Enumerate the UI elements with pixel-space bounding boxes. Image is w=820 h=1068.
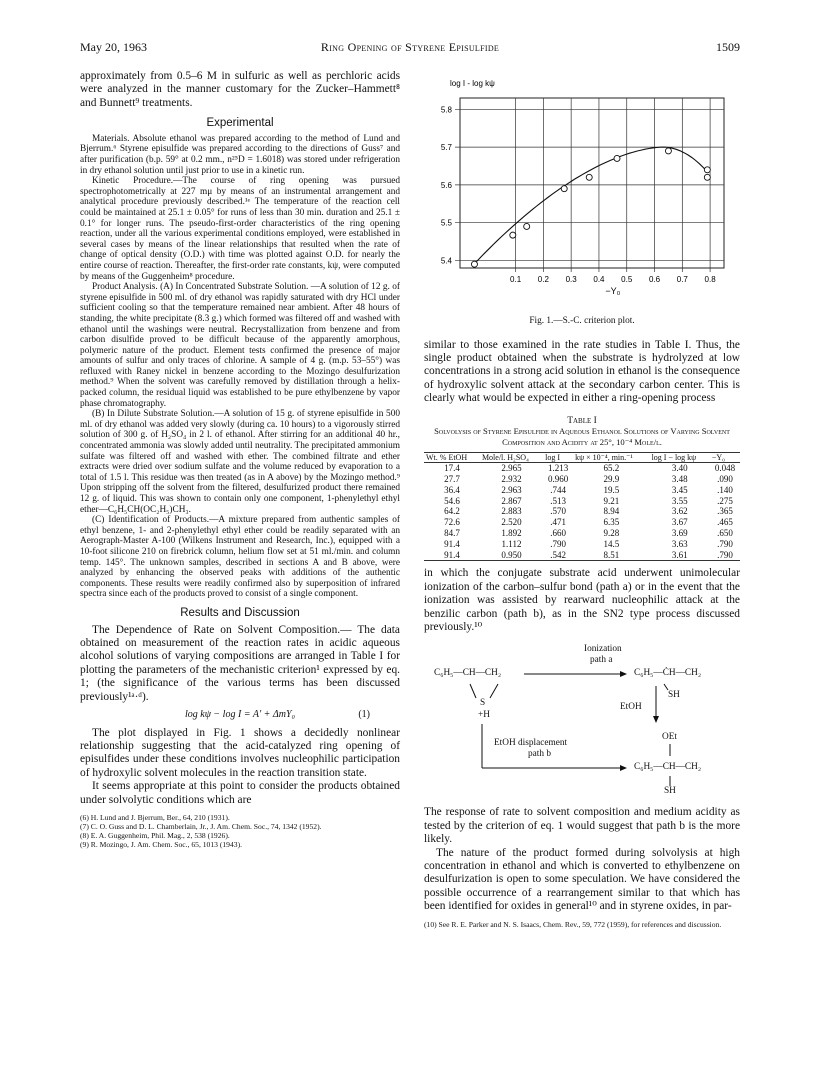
column-header: log I − log kψ [651, 453, 697, 463]
data-point [704, 174, 710, 180]
table-cell: 2.520 [501, 517, 522, 528]
x-tick-label: 0.3 [565, 275, 577, 284]
table-cell: 91.4 [444, 549, 460, 560]
table-row [424, 474, 740, 485]
column-header: log I [545, 453, 560, 463]
table-row [424, 463, 740, 474]
equation-1 [80, 710, 400, 721]
table-row [424, 539, 740, 550]
table-cell: .465 [717, 517, 733, 528]
sulfur-atom: S [480, 698, 486, 709]
table-cell: 3.61 [671, 549, 688, 560]
etoh-label: EtOH [620, 702, 642, 713]
table-cell: 29.9 [603, 474, 620, 485]
data-point [561, 186, 567, 192]
y-tick-label: 5.6 [440, 180, 452, 190]
table-cell: 1.213 [548, 463, 569, 474]
scheme-arrows [424, 640, 740, 800]
table-cell: 54.6 [444, 495, 460, 506]
table-cell: 9.21 [603, 495, 620, 506]
ionization-label: Ionization [584, 644, 622, 655]
experimental-heading: Experimental [206, 117, 274, 130]
conjugate-paragraph: in which the conjugate substrate acid underwent unimolecular ionization of the carbon–sulfur bond (path a) or in the event that the ionization was assisted by rearward nucleophilic attack at the benzilic carbon (path b), as in the SN2 type process discussed previously.¹⁰ [424, 567, 740, 634]
table-cell: .790 [717, 549, 733, 560]
equation-text: log kψ − log I = A′ + ΔmY₀ [184, 708, 296, 720]
table-row [424, 528, 740, 539]
table-cell: .365 [717, 506, 733, 517]
table-cell: 0.950 [501, 549, 522, 560]
response-paragraph: The response of rate to solvent composition and medium acidity as tested by the criterion of eq. 1 would suggest that path b is the more likely. [424, 806, 740, 846]
identification-paragraph: (C) Identification of Products.—A mixture prepared from authentic samples of ethyl benzene, 1- and 2-phenylethyl ethyl ether could be readily separated with an Aerograph-Master A-100 (Wilkens Instrument and Research, Inc.), equipped with a 10-foot silicone 210 on firebrick column, helium flow set at 51 ml./min. and column temp. 145°. The unknown samples, described in sections A and B above, were analyzed by enhancing the observed peaks with additions of the authentic components. These results were readily confirmed also by superposition of infrared spectra since each of the products proved to consist of a single component. [80, 515, 400, 600]
y-tick-label: 5.5 [440, 218, 452, 228]
seems-paragraph: It seems appropriate at this point to consider the products obtained under solvolytic conditions which are [80, 780, 400, 806]
table-cell: 84.7 [444, 528, 460, 538]
table-cell: .542 [550, 549, 566, 560]
intro-paragraph: approximately from 0.5–6 M in sulfuric as well as perchloric acids were analyzed in the manner customary for the Zucker–Hammett⁸ and Bunnett⁹ treatments. [80, 70, 400, 109]
table-cell: 0.048 [714, 463, 736, 474]
dilute-paragraph: (B) In Dilute Substrate Solution.—A solution of 15 g. of styrene episulfide in 500 ml. of dry ethanol was added very slowly (during ca. 10 hours) to a vigorously stirred solution of 300 g. of H₂SO₄ in 2 l. of ethanol. After stirring for an additional 40 hr., concentrated ammonia was slowly added until neutrality. The precipitated ammonium sulfate was filtered off and washed with ether. The combined filtrate and ether extracts were dried over sodium sulfate and the volume reduced by evaporation to a total of 1.5 l. This residue was then treated (as in A above) by the Mozingo method.⁹ Upon stripping off the solvent from the filtered, desulfurized product there remained 12 g. of liquid. This was shown to contain only one component, 1-phenylethyl ethyl ether—C₆H₅CH(OC₂H₅)CH₃. [80, 409, 400, 515]
table-cell: .275 [717, 495, 733, 506]
table-cell: 3.62 [671, 506, 688, 517]
data-point [586, 174, 592, 180]
y-tick-label: 5.8 [440, 105, 452, 115]
data-point [510, 232, 516, 238]
table-cell: .513 [550, 495, 566, 506]
criterion-plot [424, 70, 740, 310]
table-row [424, 550, 740, 561]
column-header: kψ × 10⁻⁴, min.⁻¹ [575, 453, 633, 463]
table-cell: 65.2 [603, 463, 620, 474]
table-cell: 1.892 [501, 528, 522, 538]
dependence-paragraph: The Dependence of Rate on Solvent Composition.— The data obtained on measurement of the reaction rates in acidic aqueous alcohol solutions of varying compositions are arranged in Table I for plotting the parameters of the mechanistic criterion¹ expressed by eq. 1; (the significance of the various terms has been discussed previously¹ᵃ·ᵈ). [80, 623, 400, 703]
table-cell: 3.69 [671, 528, 688, 538]
data-point [524, 223, 530, 229]
table-cell: 2.932 [501, 474, 522, 485]
table-cell: 8.94 [603, 506, 620, 517]
reactant-formula: C₆H₅—CH—CH₂ [434, 668, 502, 679]
product-a-sh: SH [668, 690, 680, 701]
x-tick-label: 0.2 [537, 275, 549, 284]
x-axis-label: −Y₀ [605, 286, 621, 296]
table-title: Table I [567, 415, 597, 426]
plot-paragraph: The plot displayed in Fig. 1 shows a decidedly nonlinear relationship suggesting that the acid-catalyzed ring opening of episulfides under these conditions involves nucleophilic participation of hydroxylic solvent molecules in the reaction transition state. [80, 726, 400, 779]
nature-paragraph: The nature of the product formed during solvolysis at high concentration in ethanol and which is converted to ethylbenzene on desulfurization is open to some speculation. We have considered the possible occurrence of a rearrangement similar to that which has been identified for oxides in general¹⁰ and in styrene oxides, in par- [424, 846, 740, 913]
footnotes-left [80, 813, 400, 849]
table-cell: 72.6 [444, 517, 460, 528]
x-tick-label: 0.1 [510, 275, 522, 284]
data-point [471, 261, 477, 267]
table-cell: .650 [717, 528, 733, 538]
table-row [424, 517, 740, 528]
y-axis-label: log I - log kψ [450, 79, 495, 88]
table-cell: .570 [550, 506, 566, 517]
table-row [424, 506, 740, 517]
table-cell: 2.883 [501, 506, 522, 517]
table-cell: 2.867 [501, 495, 522, 506]
table-cell: 2.963 [501, 484, 522, 495]
header-date: May 20, 1963 [80, 40, 147, 54]
table-subtitle: Solvolysis of Styrene Episulfide in Aqueous Ethanol Solutions of Varying Solvent Composition and Acidity at 25°, 10⁻⁴ Mole/l. [434, 426, 730, 448]
table-cell: .660 [550, 528, 566, 538]
x-tick-label: 0.5 [621, 275, 633, 284]
data-point [704, 167, 710, 173]
figure-1 [424, 70, 740, 310]
table-cell: 0.960 [548, 474, 569, 485]
displacement-label: EtOH displacement [494, 738, 568, 749]
table-cell: 6.35 [603, 517, 620, 528]
column-header: Mole/l. H₂SO₄ [481, 453, 529, 463]
table-cell: 3.63 [671, 538, 688, 549]
left-column [80, 70, 400, 849]
footnote: (8) E. A. Guggenheim, Phil. Mag., 2, 538 (1926). [80, 831, 230, 840]
path-b-label: path b [528, 749, 551, 760]
x-tick-label: 0.6 [648, 275, 661, 284]
reaction-scheme [424, 640, 740, 800]
data-point [665, 148, 671, 154]
data-point [614, 155, 620, 161]
column-header: −Y₀ [711, 453, 725, 463]
table-cell: 2.965 [501, 463, 522, 474]
materials-paragraph: Materials. Absolute ethanol was prepared according to the method of Lund and Bjerrum.⁶ Styrene episulfide was prepared according to the directions of Guss⁷ and after purification (b.p. 59° at 0.2 mm., n²⁵D = 1.6018) was stored under refrigeration in dry ethanol solution until just prior to use in a kinetic run. [80, 133, 400, 176]
product-a-formula: C₆H₅—ĊH—CH₂ [634, 668, 702, 679]
table-row [424, 485, 740, 496]
header-title: Ring Opening of Styrene Episulfide [320, 40, 500, 54]
column-header: Wt. % EtOH [426, 453, 468, 463]
table-cell: 27.7 [444, 474, 460, 485]
table-cell: 14.5 [603, 538, 620, 549]
data-table [424, 452, 740, 561]
footnote: (9) R. Mozingo, J. Am. Chem. Soc., 65, 1013 (1943). [80, 840, 242, 849]
table-cell: .744 [550, 484, 566, 495]
table-cell: 64.2 [444, 506, 460, 517]
path-a-label: path a [590, 655, 613, 666]
product-analysis-paragraph: Product Analysis. (A) In Concentrated Substrate Solution. —A solution of 12 g. of styrene episulfide in 500 ml. of dry ethanol was rapidly saturated with dry HCl under sufficient cooling so that the temperature remained near ambient. After 48 hours of standing, the white precipitate (8.3 g.) which formed was filtered off and washed with ethanol until the washings were neutral. Recrystallization from benzene and from carbon disulfide proved to be difficult because of the apparently amorphous, polymeric nature of the product. Element tests confirmed the presence of major amounts of sulfur and only traces of chlorine. A sample of 4 g. (m.p. 53–55°) was refluxed with Raney nickel in benzene according to the Mozingo desulfurization method.⁹ When the solvent was carefully removed by distillation through a helix-packed column, the residual liquid was established to be pure ethylbenzene by vapor phase chromatography. [80, 282, 400, 409]
table-cell: 1.112 [501, 538, 522, 549]
table-cell: 91.4 [444, 538, 460, 549]
proton-label: +H [478, 710, 490, 721]
kinetic-paragraph: Kinetic Procedure.—The course of ring opening was pursued spectrophotometrically at 227 mμ by means of an instrumental arrangement and analytical procedure previously described.¹ᵉ The temperature of the reaction cell could be maintained at 25.1 ± 0.05° for runs of less than 30 min. duration and 25.1 ± 0.1° for longer runs. The pseudo-first-order characteristics of the ring opening reaction, under all the various experimental conditions employed, were established in several cases by means of the linear relationships that resulted when the rate of change of optical density (O.D.) with time was plotted against O.D. for nearly the entire course of reaction. Thereafter, the first-order rate constants, kψ, were computed by means of the Guggenheim⁸ procedure. [80, 176, 400, 282]
similar-paragraph: similar to those examined in the rate studies in Table I. Thus, the single product obtained when the substrate is hydrolyzed at low concentrations in a strong acid solution in ethanol is the consequence of hydroxylic solvent attack at the secondary carbon center. This is clearly what would be expected in either a ring-opening process [424, 338, 740, 405]
results-heading: Results and Discussion [180, 606, 300, 619]
table-cell: 17.4 [444, 463, 460, 474]
right-column [424, 70, 740, 929]
figure-caption: Fig. 1.—S.-C. criterion plot. [529, 316, 635, 326]
table-row [424, 496, 740, 507]
table-cell: 9.28 [603, 528, 620, 538]
table-cell: .471 [550, 517, 566, 528]
y-tick-label: 5.4 [440, 256, 452, 266]
footnote: (6) H. Lund and J. Bjerrum, Ber., 64, 210 (1931). [80, 813, 230, 822]
oet-label: OEt [662, 732, 677, 743]
equation-number: (1) [358, 708, 370, 720]
page-number: 1509 [716, 40, 740, 54]
y-tick-label: 5.7 [440, 143, 452, 153]
table-cell: .090 [717, 474, 733, 485]
footnote: (7) C. O. Guss and D. L. Chamberlain, Jr., J. Am. Chem. Soc., 74, 1342 (1952). [80, 822, 322, 831]
table-cell: .790 [550, 538, 566, 549]
fitted-curve [474, 147, 707, 264]
table-cell: 3.45 [671, 484, 688, 495]
product-b-sh: SH [664, 786, 676, 797]
table-cell: 3.67 [671, 517, 688, 528]
x-tick-label: 0.7 [676, 275, 688, 284]
table-cell: .790 [717, 538, 733, 549]
table-cell: 3.48 [671, 474, 688, 485]
page-header [80, 40, 740, 56]
table-cell: 36.4 [444, 484, 460, 495]
x-tick-label: 0.8 [704, 275, 716, 284]
table-cell: .140 [717, 484, 733, 495]
product-b-formula: C₆H₅—CH—CH₂ [634, 762, 702, 773]
plot-frame [460, 98, 724, 268]
table-cell: 3.55 [671, 495, 688, 506]
footnote-10: (10) See R. E. Parker and N. S. Isaacs, Chem. Rev., 59, 772 (1959), for references and discussion. [424, 919, 722, 929]
table-cell: 19.5 [603, 484, 620, 495]
table-cell: 8.51 [603, 549, 620, 560]
x-tick-label: 0.4 [593, 275, 605, 284]
table-cell: 3.40 [671, 463, 688, 474]
